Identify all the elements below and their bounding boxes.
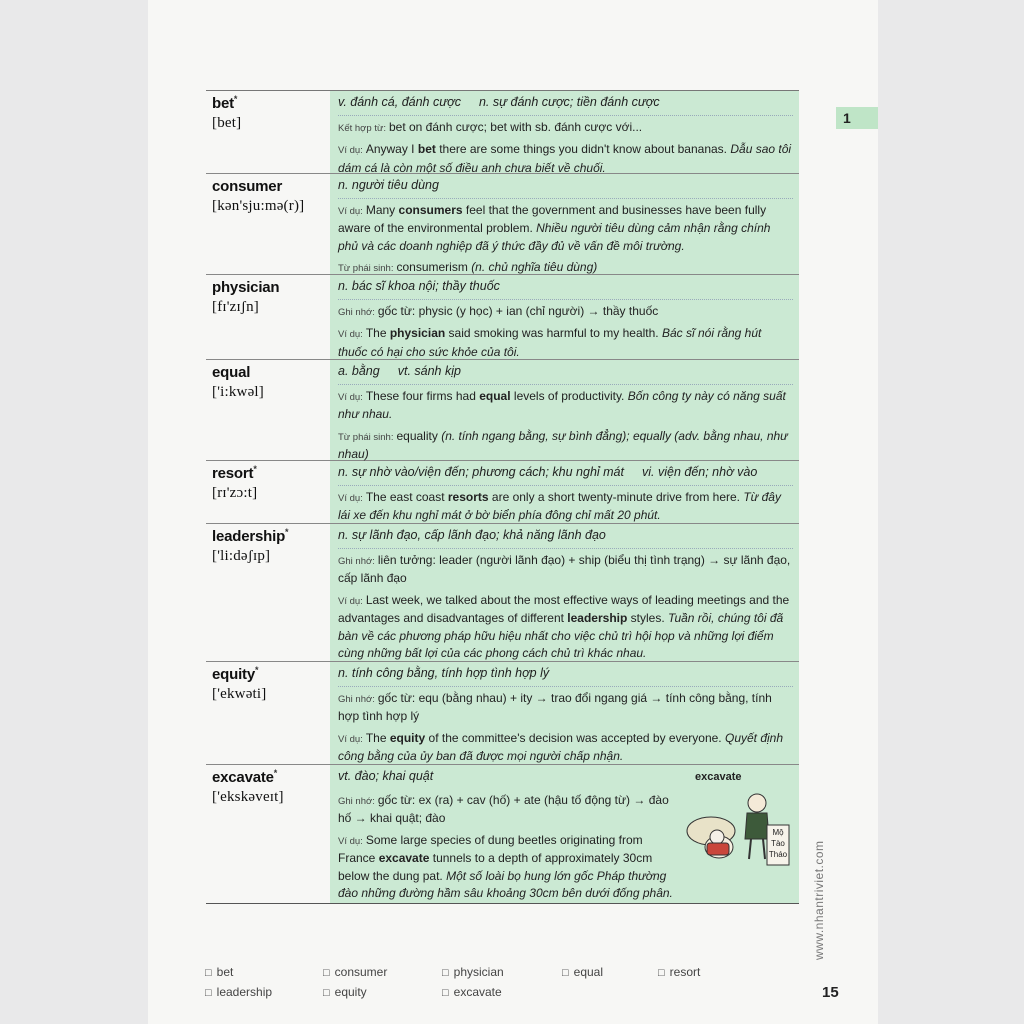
meaning: n. sự lãnh đạo, cấp lãnh đạo; khả năng lãnh đạo <box>338 527 793 549</box>
example: Ví dụ: Last week, we talked about the most effective ways of leading meetings and the advantages and disadvantages of different leadership styles. Tuần rồi, chúng tôi đã bàn về các phương pháp hữu hiệu nhất cho việc chủ trì hội họp và những lợi điểm cùng những bất lợi của các phong cách chủ trì khác nhau. <box>338 592 790 660</box>
derivative: Từ phái sinh: consumerism (n. chủ nghĩa tiêu dùng) <box>338 260 598 274</box>
entry-row <box>206 765 799 904</box>
pronunciation: ['li:dəʃɪp] <box>212 548 271 564</box>
checklist-item[interactable]: □ physician <box>442 965 504 979</box>
illustration-label: excavate <box>695 771 742 783</box>
publisher-url: www.nhantriviet.com <box>812 840 826 960</box>
definition-cell <box>330 461 799 523</box>
checklist-item[interactable]: □ resort <box>658 965 700 979</box>
checklist-item[interactable]: □ equity <box>323 985 367 999</box>
meaning: n. sự nhờ vào/viện đến; phương cách; khu nghỉ mát vi. viện đến; nhờ vào <box>338 464 793 486</box>
pronunciation: [bet] <box>212 115 242 131</box>
definition-cell <box>330 524 799 661</box>
definition-cell <box>330 360 799 460</box>
headword: resort* <box>212 464 257 482</box>
checklist-item[interactable]: □ consumer <box>323 965 387 979</box>
example: Ví dụ: The physician said smoking was harmful to my health. Bác sĩ nói rằng hút thuốc có hại cho sức khỏe của tôi. <box>338 326 762 359</box>
example: Ví dụ: The equity of the committee's decision was accepted by everyone. Quyết định công bằng của ủy ban đã được mọi người chấp nhận. <box>338 730 784 763</box>
mnemonic: Ghi nhớ: gốc từ: equ (bằng nhau) + ity → trao đổi ngang giá → tính công bằng, tính hợp tình hợp lý <box>338 690 772 723</box>
headword: excavate* <box>212 768 278 786</box>
mnemonic: Ghi nhớ: gốc từ: ex (ra) + cav (hố) + ate (hậu tố động từ) → đào hố → khai quật; đào <box>338 792 669 825</box>
pronunciation: [rɪ'zɔ:t] <box>212 485 258 501</box>
checklist-item[interactable]: □ leadership <box>205 985 272 999</box>
headword: physician <box>212 279 280 296</box>
word-cell <box>206 524 330 661</box>
entry-row <box>206 91 799 174</box>
page-number: 15 <box>822 984 839 1001</box>
definition-cell <box>330 174 799 274</box>
derivative: Từ phái sinh: equality (n. tính ngang bằng, sự bình đẳng); equally (adv. bằng nhau, như nhau) <box>338 428 788 461</box>
word-cell <box>206 360 330 460</box>
collocation: Kết hợp từ: bet on đánh cược; bet with sb. đánh cược với... <box>338 119 643 134</box>
entry-row <box>206 524 799 662</box>
entry-row <box>206 662 799 765</box>
headword: consumer <box>212 178 283 195</box>
definition-cell <box>330 275 799 359</box>
pronunciation: [kən'sju:mə(r)] <box>212 198 305 214</box>
pronunciation: ['i:kwəl] <box>212 384 264 400</box>
meaning: n. người tiêu dùng <box>338 177 793 199</box>
word-cell <box>206 174 330 274</box>
mnemonic: Ghi nhớ: gốc từ: physic (y học) + ian (chỉ người) → thầy thuốc <box>338 303 659 318</box>
example: Ví dụ: Many consumers feel that the government and businesses have been fully aware of the environmental problem. Nhiều người tiêu dùng cảm nhận rằng chính phủ và các doanh nghiệp đã ý thức đầy đủ về vấn đề môi trường. <box>338 202 771 253</box>
meaning: a. bằng vt. sánh kịp <box>338 363 793 385</box>
word-cell <box>206 765 330 903</box>
example: Ví dụ: The east coast resorts are only a short twenty-minute drive from here. Từ đây lái xe đến khu nghỉ mát ở bờ biển phía đông chỉ mất 20 phút. <box>338 489 781 522</box>
excavate-illustration <box>677 769 793 867</box>
checklist-item[interactable]: □ equal <box>562 965 603 979</box>
headword: equal <box>212 364 251 381</box>
example: Ví dụ: Some large species of dung beetles originating from France excavate tunnels to a depth of approximately 30cm below the dung pat. Một số loài bọ hung lớn gốc Pháp thường đào những đường hầm sâu khoảng 30cm bên dưới đống phân. <box>338 832 673 900</box>
entry-row <box>206 174 799 275</box>
mnemonic: Ghi nhớ: liên tưởng: leader (người lãnh đạo) + ship (biểu thị tình trạng) → sự lãnh đạo, cấp lãnh đạo <box>338 552 791 585</box>
review-checklist <box>205 965 765 1009</box>
headword: leadership* <box>212 527 289 545</box>
example: Ví dụ: Anyway I bet there are some things you didn't know about bananas. Dẫu sao tôi dám cá là còn một số điều anh chưa biết về chuối. <box>338 142 792 175</box>
headword: bet* <box>212 94 238 112</box>
meaning: v. đánh cá, đánh cược n. sự đánh cược; tiền đánh cược <box>338 94 793 116</box>
word-cell <box>206 275 330 359</box>
pronunciation: ['ekwəti] <box>212 686 267 702</box>
entry-row <box>206 360 799 461</box>
chapter-tab: 1 <box>836 107 878 129</box>
entry-row <box>206 461 799 524</box>
tomb-sign: Mộ Tào Tháo <box>768 828 788 859</box>
pronunciation: [fɪ'zɪʃn] <box>212 299 259 315</box>
headword: equity* <box>212 665 259 683</box>
definition-cell <box>330 765 799 903</box>
vocab-table <box>206 90 799 904</box>
word-cell <box>206 662 330 764</box>
example: Ví dụ: These four firms had equal levels of productivity. Bốn công ty này có năng suất như nhau. <box>338 388 786 421</box>
definition-cell <box>330 91 799 173</box>
meaning: n. tính công bằng, tính hợp tình hợp lý <box>338 665 793 687</box>
entry-row <box>206 275 799 360</box>
checklist-item[interactable]: □ bet <box>205 965 233 979</box>
meaning: n. bác sĩ khoa nội; thầy thuốc <box>338 278 793 300</box>
pronunciation: ['ekskəveɪt] <box>212 789 284 805</box>
meaning: vt. đào; khai quật <box>338 769 434 783</box>
word-cell <box>206 461 330 523</box>
word-cell <box>206 91 330 173</box>
definition-cell <box>330 662 799 764</box>
checklist-item[interactable]: □ excavate <box>442 985 502 999</box>
